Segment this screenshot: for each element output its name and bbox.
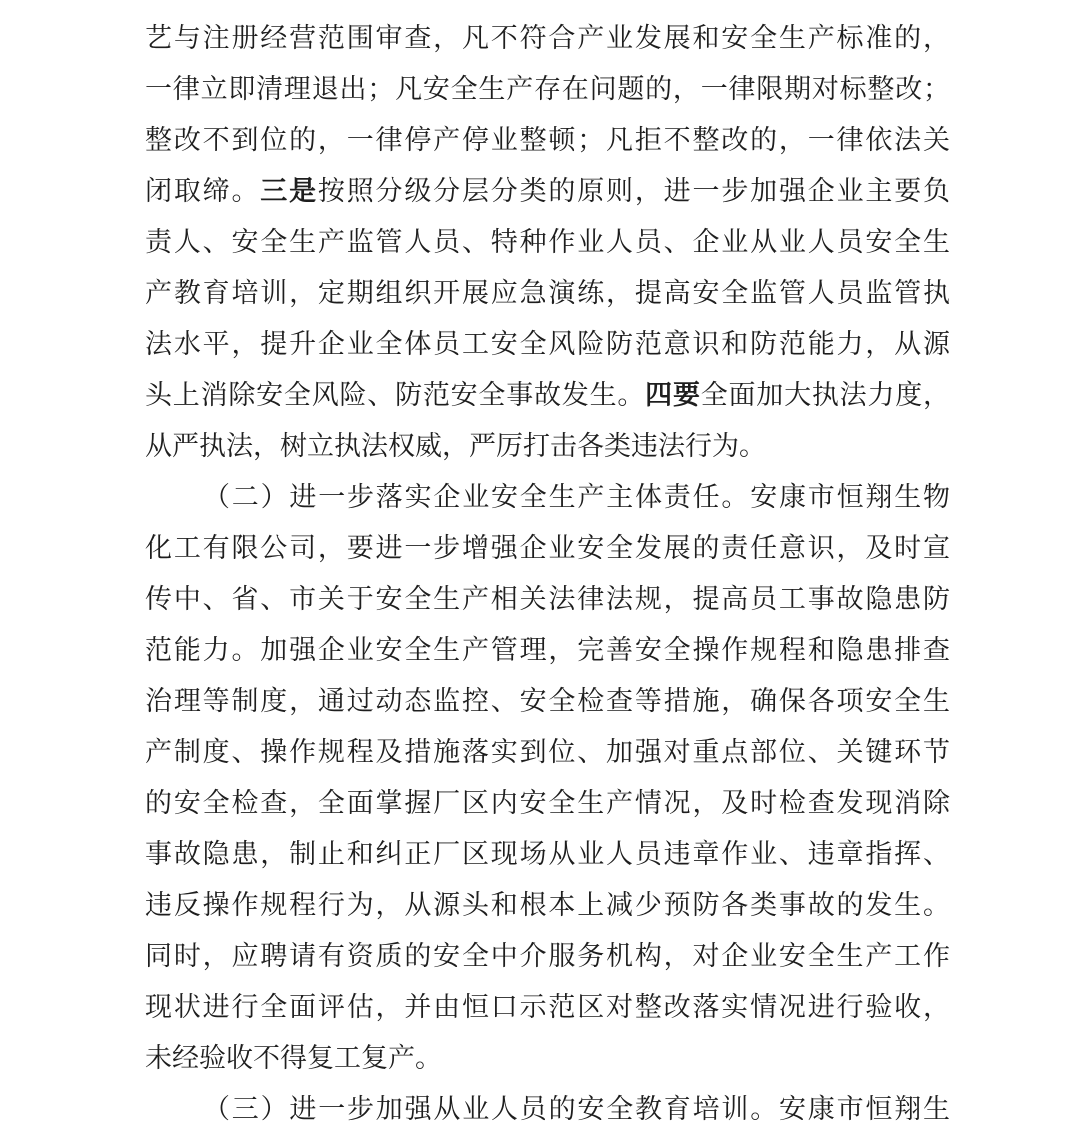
document-text-line bbox=[145, 727, 950, 778]
document-text-line bbox=[145, 778, 950, 829]
text-segment: 责人、安全生产监管人员、特种作业人员、企业从业人员安全生 bbox=[145, 227, 950, 257]
text-segment: 违反操作规程行为，从源头和根本上减少预防各类事故的发生。 bbox=[145, 890, 950, 920]
text-segment: 事故隐患，制止和纠正厂区现场从业人员违章作业、违章指挥、 bbox=[145, 839, 950, 869]
text-segment: 一律立即清理退出；凡安全生产存在问题的，一律限期对标整改； bbox=[145, 74, 950, 104]
document-text-line bbox=[145, 931, 950, 982]
bold-text-segment: 四要 bbox=[645, 380, 701, 410]
text-segment: 化工有限公司，要进一步增强企业安全发展的责任意识，及时宣 bbox=[145, 533, 950, 563]
text-segment: 传中、省、市关于安全生产相关法律法规，提高员工事故隐患防 bbox=[145, 584, 950, 614]
text-segment: 范能力。加强企业安全生产管理，完善安全操作规程和隐患排查 bbox=[145, 635, 950, 665]
document-text-line bbox=[145, 64, 950, 115]
document-text-line bbox=[145, 115, 950, 166]
document-text-line bbox=[145, 1084, 950, 1135]
text-segment: 产教育培训，定期组织开展应急演练，提高安全监管人员监管执 bbox=[145, 278, 950, 308]
text-segment: 治理等制度，通过动态监控、安全检查等措施，确保各项安全生 bbox=[145, 686, 950, 716]
document-text-line bbox=[145, 982, 950, 1033]
document-text-line bbox=[145, 370, 950, 421]
document-text-line bbox=[145, 472, 950, 523]
text-segment: 头上消除安全风险、防范安全事故发生。 bbox=[145, 380, 646, 410]
document-text-line bbox=[145, 13, 950, 64]
document-text-line bbox=[145, 268, 950, 319]
text-segment: 未经验收不得复工复产。 bbox=[145, 1043, 442, 1073]
document-text-line bbox=[145, 829, 950, 880]
text-segment: 闭取缔。 bbox=[145, 176, 261, 206]
document-text-line bbox=[145, 217, 950, 268]
document-text-line bbox=[145, 166, 950, 217]
text-segment: 的安全检查，全面掌握厂区内安全生产情况，及时检查发现消除 bbox=[145, 788, 950, 818]
text-segment: 整改不到位的，一律停产停业整顿；凡拒不整改的，一律依法关 bbox=[145, 125, 950, 155]
text-segment: （三）进一步加强从业人员的安全教育培训。安康市恒翔生 bbox=[203, 1094, 950, 1124]
text-segment: 全面加大执法力度， bbox=[700, 380, 951, 410]
document-text-line bbox=[145, 625, 950, 676]
text-segment: 从严执法，树立执法权威，严厉打击各类违法行为。 bbox=[145, 431, 766, 461]
document-text-line bbox=[145, 574, 950, 625]
text-segment: 产制度、操作规程及措施落实到位、加强对重点部位、关键环节 bbox=[145, 737, 950, 767]
bold-text-segment: 三是 bbox=[260, 176, 318, 206]
text-segment: 同时，应聘请有资质的安全中介服务机构，对企业安全生产工作 bbox=[145, 941, 950, 971]
document-text-line bbox=[145, 676, 950, 727]
document-text-line bbox=[145, 880, 950, 931]
text-segment: 法水平，提升企业全体员工安全风险防范意识和防范能力，从源 bbox=[145, 329, 950, 359]
text-segment: （二）进一步落实企业安全生产主体责任。安康市恒翔生物 bbox=[203, 482, 950, 512]
document-text-line bbox=[145, 319, 950, 370]
text-segment: 艺与注册经营范围审查，凡不符合产业发展和安全生产标准的， bbox=[145, 23, 950, 53]
document-text-line bbox=[145, 523, 950, 574]
text-segment: 现状进行全面评估，并由恒口示范区对整改落实情况进行验收， bbox=[145, 992, 950, 1022]
document-text-line bbox=[145, 1033, 950, 1084]
text-segment: 按照分级分层分类的原则，进一步加强企业主要负 bbox=[317, 176, 951, 206]
document-text-line bbox=[145, 421, 950, 472]
